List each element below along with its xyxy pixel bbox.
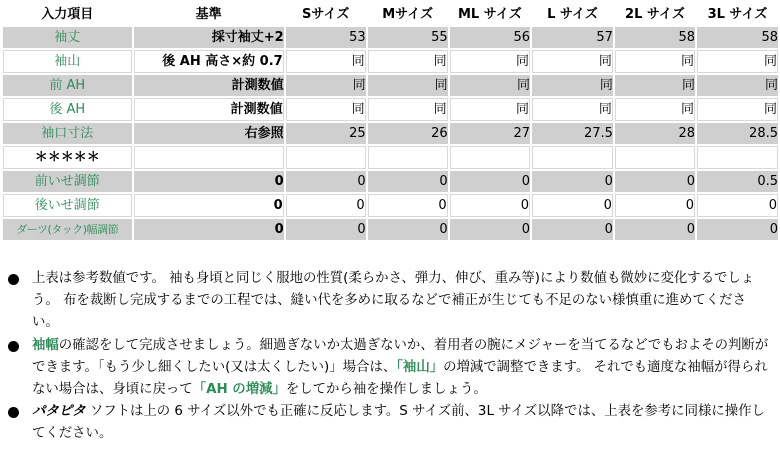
cell-value: 0 (450, 194, 530, 217)
cell-value: 26 (368, 123, 448, 144)
cell-value: 同 (532, 75, 613, 96)
row-item: 前いせ調節 (3, 171, 132, 192)
table-row (3, 98, 778, 121)
cell-value (615, 146, 695, 169)
header-item: 入力項目 (3, 4, 132, 25)
cell-value (697, 146, 778, 169)
table-header-row (3, 4, 778, 25)
row-item: 後 AH (3, 98, 132, 121)
row-item: 袖口寸法 (3, 123, 132, 144)
cell-value: 53 (286, 27, 366, 48)
bullet-icon (8, 407, 19, 418)
cell-value: 28.5 (697, 123, 778, 144)
header-size-m: Mサイズ (368, 4, 448, 25)
row-basis: 0 (134, 219, 284, 240)
cell-value: 58 (615, 27, 695, 48)
note-text: ソフトは上の 6 サイズ以外でも正確に反応します。S サイズ前、3L サイズ以降では、上表を参考に同様に操作してください。 (32, 404, 765, 442)
cell-value: 同 (532, 98, 613, 121)
cell-value: 56 (450, 27, 530, 48)
table-row (3, 194, 778, 217)
cell-value: 同 (697, 75, 778, 96)
note-text: の確認をして完成させましょう。細過ぎないか太過ぎないか、着用者の腕にメジャーを当てるなどでもおよその判断ができます。「もう少し細くしたい(又は太くしたい)」場合は、 (32, 337, 769, 375)
cell-value: 0 (532, 194, 613, 217)
cell-value: 0 (615, 171, 695, 192)
cell-value: 0 (615, 219, 695, 240)
header-size-2l: 2L サイズ (615, 4, 695, 25)
sleeve-size-table (1, 2, 780, 242)
cell-value: 同 (450, 98, 530, 121)
cell-value: 0 (532, 171, 613, 192)
table-row (3, 171, 778, 192)
cell-value: 0 (450, 219, 530, 240)
note-reference-values (8, 268, 780, 335)
header-size-ml: ML サイズ (450, 4, 530, 25)
cell-value: 0 (368, 171, 448, 192)
cell-value: 0 (532, 219, 613, 240)
table-row (3, 219, 778, 240)
cell-value: 0.5 (697, 171, 778, 192)
cell-value: 57 (532, 27, 613, 48)
cell-value: 27 (450, 123, 530, 144)
cell-value: 同 (368, 50, 448, 73)
header-size-l: L サイズ (532, 4, 613, 25)
table-row (3, 50, 778, 73)
row-basis (134, 146, 284, 169)
note-software (8, 401, 780, 445)
table-row (3, 27, 778, 48)
row-item: ダーツ(タック)幅調節 (3, 219, 132, 240)
row-item: ＊＊＊＊＊ (3, 146, 132, 169)
bullet-icon (8, 274, 19, 285)
cell-value: 28 (615, 123, 695, 144)
row-item: 前 AH (3, 75, 132, 96)
cell-value: 同 (286, 50, 366, 73)
row-item: 袖丈 (3, 27, 132, 48)
highlight-sleeve-width: 袖幅 (32, 337, 59, 353)
table-row (3, 123, 778, 144)
highlight-sleeve-cap: 「袖山」 (396, 359, 444, 375)
cell-value (532, 146, 613, 169)
cell-value: 同 (368, 75, 448, 96)
cell-value: 同 (615, 75, 695, 96)
cell-value: 58 (697, 27, 778, 48)
cell-value: 同 (615, 98, 695, 121)
cell-value: 同 (450, 75, 530, 96)
cell-value: 同 (286, 75, 366, 96)
cell-value: 0 (697, 194, 778, 217)
cell-value (450, 146, 530, 169)
cell-value: 0 (368, 194, 448, 217)
cell-value: 同 (286, 98, 366, 121)
cell-value: 0 (286, 219, 366, 240)
cell-value: 同 (615, 50, 695, 73)
table-row (3, 75, 778, 96)
header-size-s: Sサイズ (286, 4, 366, 25)
row-basis: 右参照 (134, 123, 284, 144)
cell-value: 0 (286, 171, 366, 192)
row-basis: 後 AH 高さ×約 0.7 (134, 50, 284, 73)
row-basis: 0 (134, 171, 284, 192)
row-item: 袖山 (3, 50, 132, 73)
note-text: の増減で調整できます。 それでも適度な袖幅が得られない場合は、身頃に戻って (32, 359, 768, 398)
cell-value: 0 (286, 194, 366, 217)
cell-value: 同 (450, 50, 530, 73)
cell-value: 0 (368, 219, 448, 240)
note-text: 上表は参考数値です。 袖も身頃と同じく服地の性質(柔らかさ、弾力、伸び、重み等)により数値も微妙に変化するでしょう。 布を裁断し完成するまでの工程では、縫い代を多めに取るなどで補正が生じても不足のない様慎重に進めてください。 (32, 271, 755, 331)
cell-value: 同 (532, 50, 613, 73)
bullet-icon (8, 341, 19, 352)
note-sleeve-width (8, 335, 780, 402)
cell-value: 0 (697, 219, 778, 240)
cell-value: 25 (286, 123, 366, 144)
software-name: パタピタ (32, 404, 86, 420)
table-row (3, 146, 778, 169)
row-basis: 計測数値 (134, 98, 284, 121)
header-basis: 基準 (134, 4, 284, 25)
row-basis: 0 (134, 194, 284, 217)
cell-value (368, 146, 448, 169)
cell-value: 27.5 (532, 123, 613, 144)
cell-value: 0 (450, 171, 530, 192)
row-basis: 計測数値 (134, 75, 284, 96)
row-basis: 採寸袖丈+2 (134, 27, 284, 48)
row-item: 後いせ調節 (3, 194, 132, 217)
notes-section (0, 268, 780, 446)
header-size-3l: 3L サイズ (697, 4, 778, 25)
cell-value: 同 (697, 98, 778, 121)
cell-value: 同 (697, 50, 778, 73)
cell-value (286, 146, 366, 169)
cell-value: 0 (615, 194, 695, 217)
note-text: をしてから袖を操作しましょう。 (285, 382, 487, 398)
highlight-ah-adjust: 「AH の増減」 (192, 382, 286, 398)
cell-value: 同 (368, 98, 448, 121)
cell-value: 55 (368, 27, 448, 48)
